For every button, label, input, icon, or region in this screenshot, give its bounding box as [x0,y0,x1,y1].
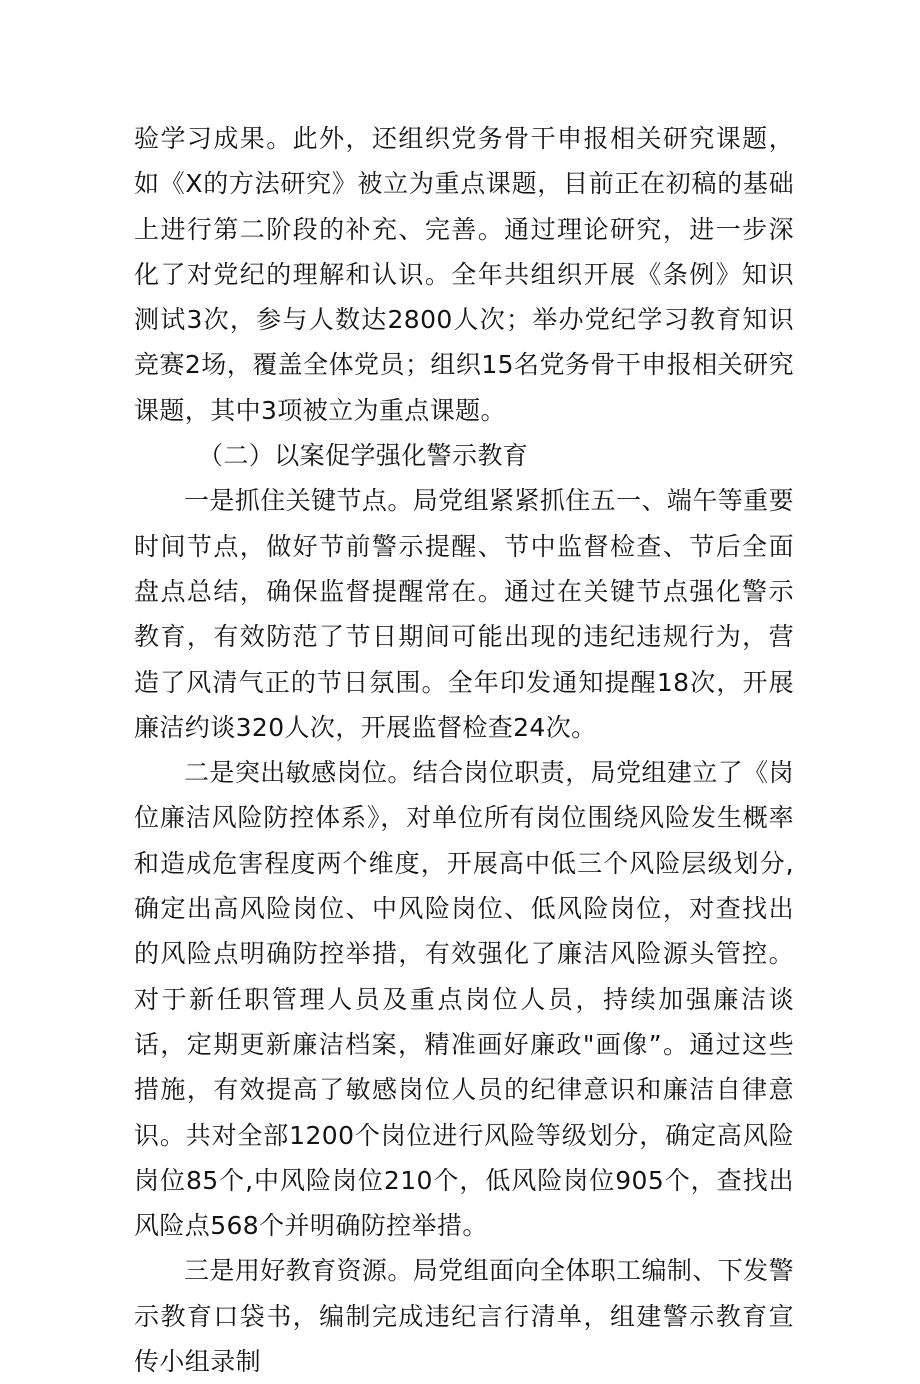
paragraph-education-resources: 三是用好教育资源。局党组面向全体职工编制、下发警示教育口袋书，编制完成违纪言行清单，组建警示教育宣传小组录制 [134,1256,794,1377]
paragraph-sensitive-posts: 二是突出敏感岗位。结合岗位职责，局党组建立了《岗位廉洁风险防控体系》，对单位所有岗位围绕风险发生概率和造成危害程度两个维度，开展高中低三个风险层级划分,确定出高风险岗位、中风险岗位、低风险岗位，对查找出的风险点明确防控举措，有效强化了廉洁风险源头管控。对于新任职管理人员及重点岗位人员，持续加强廉洁谈话，定期更新廉洁档案，精准画好廉政"画像”。通过这些措施，有效提高了敏感岗位人员的纪律意识和廉洁自律意识。共对全部1200个岗位进行风险等级划分，确定高风险岗位85个,中风险岗位210个，低风险岗位905个，查找出风险点568个并明确防控举措。 [134,758,794,1241]
paragraph-key-nodes: 一是抓住关键节点。局党组紧紧抓住五一、端午等重要时间节点，做好节前警示提醒、节中监督检查、节后全面盘点总结，确保监督提醒常在。通过在关键节点强化警示教育，有效防范了节日期间可能出现的违纪违规行为，营造了风清气正的节日氛围。全年印发通知提醒18次，开展廉洁约谈320人次，开展监督检查24次。 [134,486,794,742]
document-body [134,116,794,1384]
section-heading: （二）以案促学强化警示教育 [198,441,529,471]
paragraph-study-results: 验学习成果。此外，还组织党务骨干申报相关研究课题，如《X的方法研究》被立为重点课题，目前正在初稿的基础上进行第二阶段的补充、完善。通过理论研究，进一步深化了对党纪的理解和认识。全年共组织开展《条例》知识测试3次，参与人数达2800人次；举办党纪学习教育知识竞赛2场，覆盖全体党员；组织15名党务骨干申报相关研究课题，其中3项被立为重点课题。 [134,124,794,425]
